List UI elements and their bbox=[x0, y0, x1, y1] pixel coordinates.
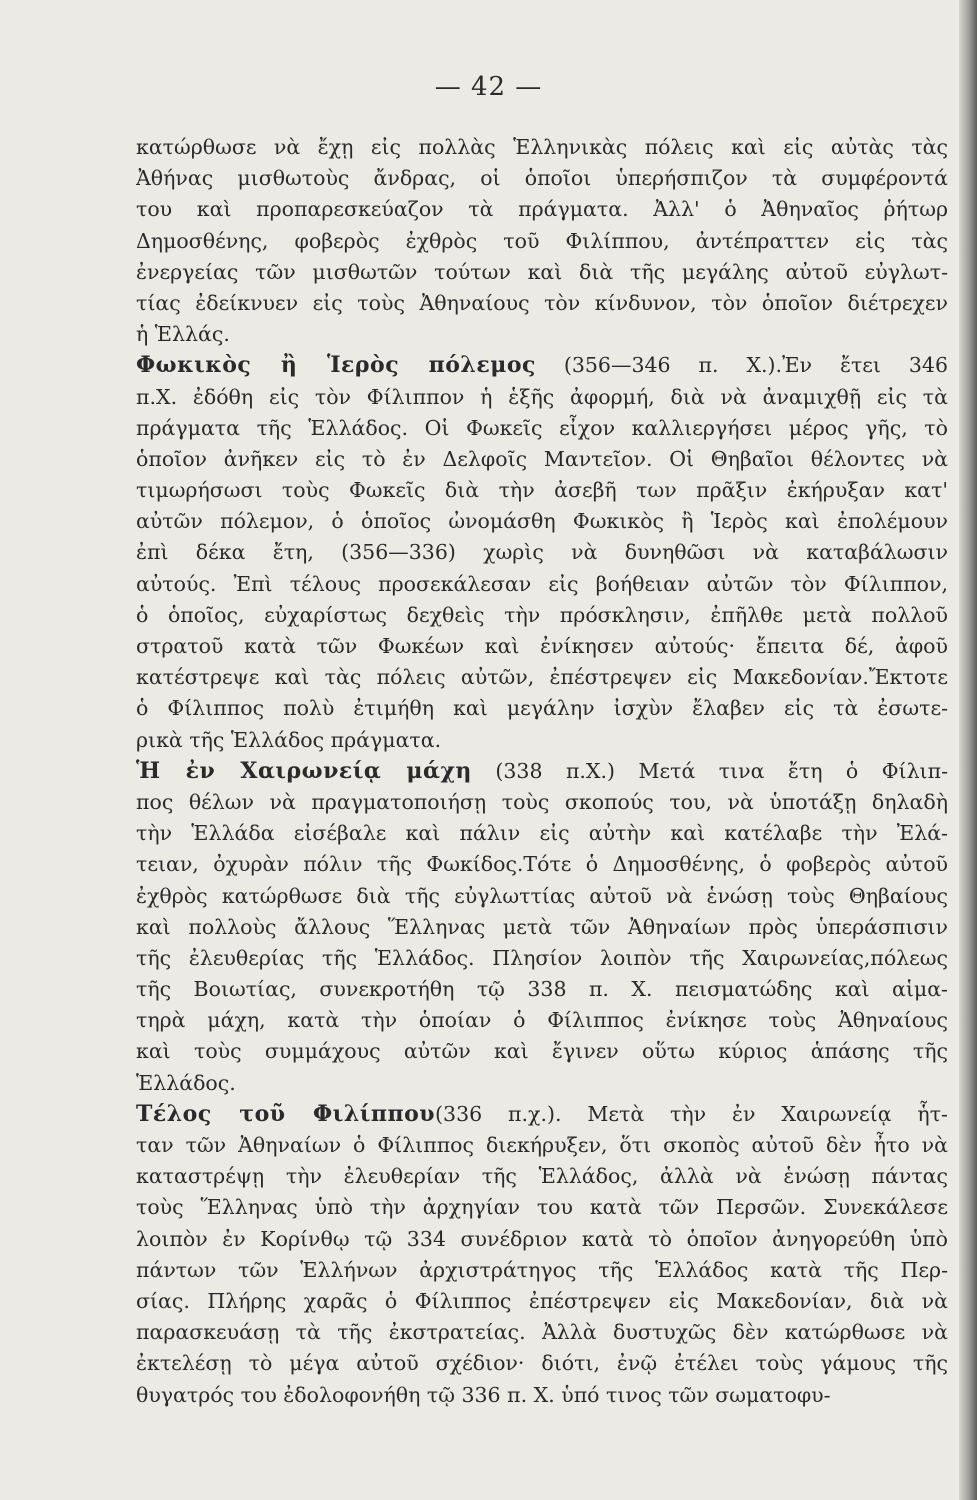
text-line bbox=[136, 756, 948, 787]
page-number: — 42 — bbox=[434, 72, 543, 102]
line-text: π.Χ. ἐδόθη εἰς τὸν Φίλιππον ἡ ἑξῆς ἀφορμή, διὰ νὰ ἀναμιχθῇ εἰς τὰ bbox=[136, 384, 948, 409]
line-text: τηρὰ μάχη, κατὰ τὴν ὁποίαν ὁ Φίλιππος ἐνίκησε τοὺς Ἀθηναίους bbox=[136, 1008, 948, 1033]
line-text: πάντων τῶν Ἑλλήνων ἀρχιστράτηγος τῆς Ἑλλάδος κατὰ τῆς Περ- bbox=[136, 1257, 948, 1282]
line-text: ἐνεργείας τῶν μισθωτῶν τούτων καὶ διὰ τῆς μεγάλης αὐτοῦ εὐγλωτ- bbox=[136, 259, 948, 284]
line-text: στρατοῦ κατὰ τῶν Φωκέων καὶ ἐνίκησεν αὐτούς· ἔπειτα δέ, ἀφοῦ bbox=[136, 634, 948, 658]
line-text: τῆς Βοιωτίας, συνεκροτήθη τῷ 338 π. Χ. πεισματώδης καὶ αἱμα- bbox=[136, 977, 948, 1002]
text-line bbox=[136, 943, 948, 974]
section-heading: Ἡ ἐν Χαιρωνείᾳ μάχη bbox=[136, 757, 472, 784]
text-line bbox=[136, 1099, 948, 1130]
text-line bbox=[136, 818, 948, 849]
line-text: (336 π.χ.). Μετὰ τὴν ἐν Χαιρωνείᾳ ἧτ- bbox=[435, 1101, 948, 1126]
section-heading: Φωκικὸς ἢ Ἱερὸς πόλεμος bbox=[136, 352, 536, 379]
line-text: ἐκτελέσῃ τὸ μέγα αὐτοῦ σχέδιον· διότι, ἐνῷ ἐτέλει τοὺς γάμους τῆς bbox=[136, 1351, 948, 1376]
line-text: τίας ἐδείκνυεν εἰς τοὺς Ἀθηναίους τὸν κίνδυνον, τὸν ὁποῖον διέτρεχεν bbox=[136, 290, 948, 315]
line-text: αὐτούς. Ἐπὶ τέλους προσεκάλεσαν εἰς βοήθειαν αὐτῶν τὸν Φίλιππον, bbox=[136, 571, 948, 596]
line-text: αὐτῶν πόλεμον, ὁ ὁποῖος ὠνομάσθη Φωκικὸς ἢ Ἱερὸς καὶ ἐπολέμουν bbox=[136, 509, 948, 534]
line-text: Δημοσθένης, φοβερὸς ἐχθρὸς τοῦ Φιλίππου, ἀντέπραττεν εἰς τὰς bbox=[136, 228, 948, 253]
line-text: τῆς ἐλευθερίας τῆς Ἑλλάδος. Πλησίον λοιπὸν τῆς Χαιρωνείας,πόλεως bbox=[136, 945, 948, 970]
section-heading: Τέλος τοῦ Φιλίππου bbox=[136, 1100, 436, 1127]
text-line bbox=[136, 725, 948, 756]
line-text: ἐπὶ δέκα ἔτη, (356—336) χωρὶς νὰ δυνηθῶσι νὰ καταβάλωσιν bbox=[136, 540, 948, 565]
text-line bbox=[136, 444, 948, 475]
page-binding-shadow bbox=[959, 0, 977, 1500]
text-line bbox=[136, 163, 948, 194]
text-line bbox=[136, 475, 948, 506]
line-text: πράγματα τῆς Ἑλλάδος. Οἱ Φωκεῖς εἶχον καλλιεργήσει μέρος γῆς, τὸ bbox=[136, 415, 948, 440]
page-text bbox=[136, 132, 948, 1411]
line-text: ὁποῖον ἀνῆκεν εἰς τὸ ἐν Δελφοῖς Μαντεῖον. Οἱ Θηβαῖοι θέλοντες νὰ bbox=[136, 446, 948, 471]
line-text: ἐχθρὸς κατώρθωσε διὰ τῆς εὐγλωττίας αὐτοῦ νὰ ἑνώσῃ τοὺς Θηβαίους bbox=[136, 883, 948, 908]
text-line bbox=[136, 631, 948, 662]
line-text: κατέστρεψε καὶ τὰς πόλεις αὐτῶν, ἐπέστρεψεν εἰς Μακεδονίαν.Ἔκτοτε bbox=[136, 665, 948, 690]
line-text: ἡ Ἑλλάς. bbox=[136, 322, 230, 347]
line-text: (356—346 π. Χ.).Ἐν ἔτει 346 bbox=[535, 353, 948, 378]
text-line bbox=[136, 350, 948, 381]
text-line bbox=[136, 537, 948, 568]
text-line bbox=[136, 1317, 948, 1348]
line-text: πος θέλων νὰ πραγματοποιήσῃ τοὺς σκοπούς του, νὰ ὑποτάξῃ δηλαδὴ bbox=[136, 789, 948, 814]
line-text: τὴν Ἑλλάδα εἰσέβαλε καὶ πάλιν εἰς αὐτὴν καὶ κατέλαβε τὴν Ἐλά- bbox=[136, 821, 948, 846]
text-line bbox=[136, 226, 948, 257]
text-line bbox=[136, 1005, 948, 1036]
text-line bbox=[136, 257, 948, 288]
line-text: τειαν, ὀχυρὰν πόλιν τῆς Φωκίδος.Τότε ὁ Δημοσθένης, ὁ φοβερὸς αὐτοῦ bbox=[136, 852, 948, 877]
line-text: καταστρέψῃ τὴν ἐλευθερίαν τῆς Ἑλλάδος, ἀλλὰ νὰ ἑνώσῃ πάντας bbox=[136, 1164, 948, 1189]
line-text: Ἑλλάδος. bbox=[136, 1070, 236, 1095]
line-text: θυγατρός του ἐδολοφονήθη τῷ 336 π. Χ. ὑπό τινος τῶν σωματοφυ- bbox=[136, 1382, 831, 1407]
text-line bbox=[136, 1224, 948, 1255]
line-text: Ἀθήνας μισθωτοὺς ἄνδρας, οἱ ὁποῖοι ὑπερήσπιζον τὰ συμφέροντά bbox=[136, 166, 948, 191]
text-line bbox=[136, 1161, 948, 1192]
line-text: καὶ τοὺς συμμάχους αὐτῶν καὶ ἔγινεν οὕτω κύριος ἁπάσης τῆς bbox=[136, 1039, 948, 1064]
text-line bbox=[136, 569, 948, 600]
text-line bbox=[136, 132, 948, 163]
text-line bbox=[136, 1255, 948, 1286]
text-line bbox=[136, 849, 948, 880]
text-line bbox=[136, 194, 948, 225]
text-line bbox=[136, 1130, 948, 1161]
text-line bbox=[136, 600, 948, 631]
text-line bbox=[136, 881, 948, 912]
line-text: του καὶ προπαρεσκεύαζον τὰ πράγματα. Ἀλλ' ὁ Ἀθηναῖος ῥήτωρ bbox=[136, 197, 948, 222]
line-text: ταν τῶν Ἀθηναίων ὁ Φίλιππος διεκήρυξεν, ὅτι σκοπὸς αὐτοῦ δὲν ἦτο νὰ bbox=[136, 1133, 948, 1157]
text-line bbox=[136, 1068, 948, 1099]
line-text: σίας. Πλήρης χαρᾶς ὁ Φίλιππος ἐπέστρεψεν εἰς Μακεδονίαν, διὰ νὰ bbox=[136, 1288, 948, 1313]
text-line bbox=[136, 382, 948, 413]
text-line bbox=[136, 1286, 948, 1317]
line-text: λοιπὸν ἐν Κορίνθῳ τῷ 334 συνέδριον κατὰ τὸ ὁποῖον ἀνηγορεύθη ὑπὸ bbox=[136, 1226, 948, 1251]
text-line bbox=[136, 662, 948, 693]
line-text: ρικὰ τῆς Ἑλλάδος πράγματα. bbox=[136, 727, 442, 752]
text-line bbox=[136, 1036, 948, 1067]
text-line bbox=[136, 787, 948, 818]
text-line bbox=[136, 912, 948, 943]
line-text: τιμωρήσωσι τοὺς Φωκεῖς διὰ τὴν ἀσεβῆ των πρᾶξιν ἐκήρυξαν κατ' bbox=[136, 478, 948, 503]
text-line bbox=[136, 288, 948, 319]
text-line bbox=[136, 413, 948, 444]
line-text: τοὺς Ἕλληνας ὑπὸ τὴν ἀρχηγίαν του κατὰ τῶν Περσῶν. Συνεκάλεσε bbox=[136, 1195, 948, 1220]
text-line bbox=[136, 319, 948, 350]
text-line bbox=[136, 974, 948, 1005]
line-text: κατώρθωσε νὰ ἔχῃ εἰς πολλὰς Ἑλληνικὰς πόλεις καὶ εἰς αὐτὰς τὰς bbox=[136, 135, 948, 159]
line-text: ὁ ὁποῖος, εὐχαρίστως δεχθεὶς τὴν πρόσκλησιν, ἐπῆλθε μετὰ πολλοῦ bbox=[136, 602, 948, 627]
text-line bbox=[136, 1380, 948, 1411]
text-line bbox=[136, 693, 948, 724]
text-line bbox=[136, 506, 948, 537]
text-line bbox=[136, 1348, 948, 1379]
line-text: (338 π.Χ.) Μετά τινα ἔτη ὁ Φίλιπ- bbox=[471, 758, 948, 783]
line-text: καὶ πολλοὺς ἄλλους Ἕλληνας μετὰ τῶν Ἀθηναίων πρὸς ὑπεράσπισιν bbox=[136, 914, 948, 939]
line-text: ὁ Φίλιππος πολὺ ἐτιμήθη καὶ μεγάλην ἰσχὺν ἔλαβεν εἰς τὰ ἐσωτε- bbox=[136, 696, 948, 721]
line-text: παρασκευάσῃ τὰ τῆς ἐκστρατείας. Ἀλλὰ δυστυχῶς δὲν κατώρθωσε νὰ bbox=[136, 1320, 948, 1345]
text-line bbox=[136, 1192, 948, 1223]
